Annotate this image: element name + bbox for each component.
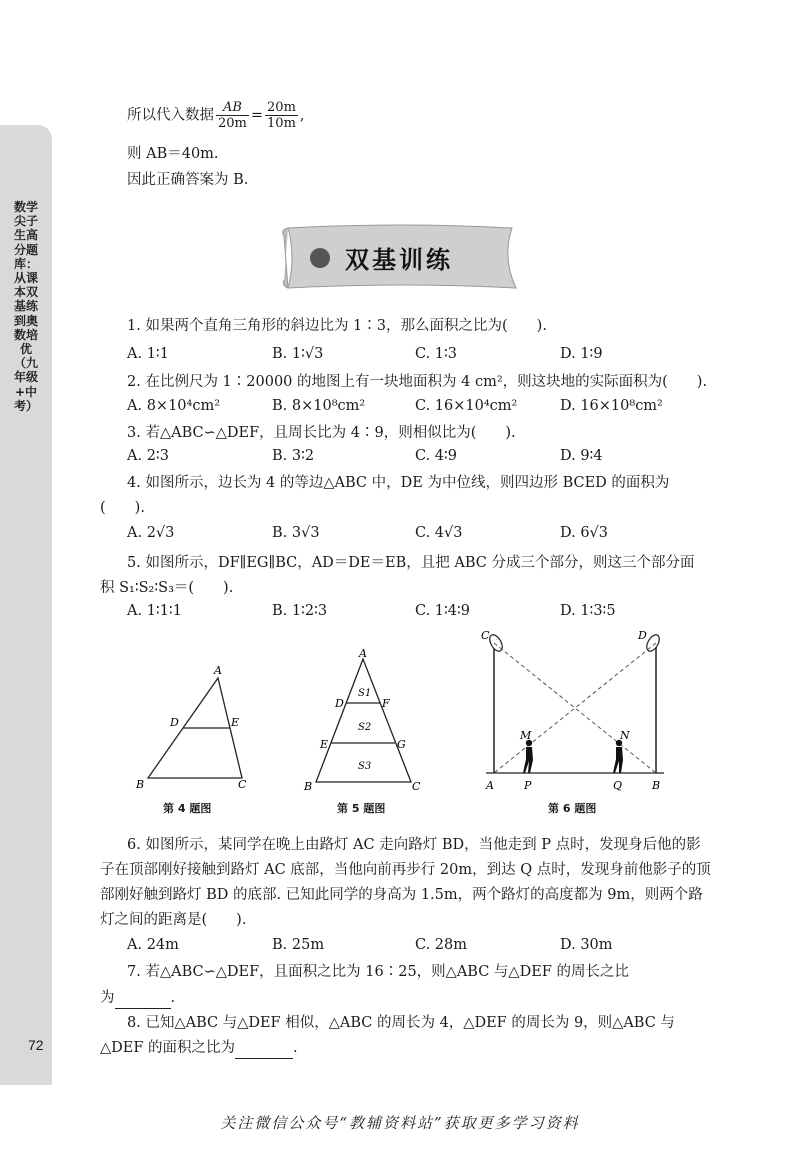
- question-8-line-2: △DEF 的面积之比为 .: [100, 1038, 298, 1059]
- person-m-icon: [523, 740, 533, 773]
- q1-option-a: A. 1∶1: [127, 346, 169, 362]
- q2-option-d: D. 16×10⁸cm²: [560, 398, 663, 414]
- label-d: D: [170, 716, 179, 729]
- figure-4-caption: 第 4 题图: [163, 802, 212, 815]
- label-s3: S3: [358, 761, 372, 772]
- footer-watermark: 关注微信公众号“教辅资料站”获取更多学习资料: [220, 1114, 580, 1132]
- question-5-stem: 5. 如图所示，DF∥EG∥BC，AD＝DE＝EB，且把 ABC 分成三个部分，则这三个部分面: [127, 555, 695, 571]
- q4-option-a: A. 2√3: [127, 525, 175, 541]
- q4-option-b: B. 3√3: [272, 525, 320, 541]
- fraction-ab-20m: $\frac{AB}{20m}$: [218, 100, 247, 131]
- label-d: D: [638, 629, 647, 642]
- question-8-line-1: 8. 已知△ABC 与△DEF 相似，△ABC 的周长为 4，△DEF 的周长为 9，则△ABC 与: [127, 1015, 675, 1031]
- label-b: B: [304, 780, 313, 793]
- banner-bullet-icon: [310, 248, 330, 268]
- label-c: C: [238, 778, 247, 790]
- answer-blank-7[interactable]: [115, 988, 171, 1009]
- q2-option-c: C. 16×10⁴cm²: [415, 398, 518, 414]
- label-q: Q: [613, 779, 623, 792]
- question-3-stem: 3. 若△ABC∽△DEF，且周长比为 4∶9，则相似比为( ).: [127, 425, 516, 441]
- label-s2: S2: [358, 722, 372, 733]
- question-4-stem: 4. 如图所示，边长为 4 的等边△ABC 中，DE 为中位线，则四边形 BCED 的面积为: [127, 475, 670, 491]
- q5-option-d: D. 1∶3∶5: [560, 603, 616, 619]
- label-m: M: [520, 729, 532, 742]
- page-number: 72: [28, 1037, 44, 1053]
- label-e: E: [320, 738, 329, 751]
- label-a: A: [214, 664, 222, 677]
- label-c: C: [412, 780, 421, 793]
- label-a: A: [486, 779, 494, 792]
- question-7-line-2: 为 .: [100, 988, 175, 1009]
- question-6-line-2: 子在顶部刚好接触到路灯 AC 底部，当他向前再步行 20m，到达 Q 点时，发现身前他影子的顶: [100, 862, 711, 878]
- q6-option-b: B. 25m: [272, 937, 325, 953]
- q5-option-b: B. 1∶2∶3: [272, 603, 328, 619]
- q6-option-a: A. 24m: [127, 937, 179, 953]
- section-title: 双基训练: [345, 246, 453, 274]
- label-b: B: [136, 778, 145, 790]
- label-e: E: [231, 716, 240, 729]
- q6-option-d: D. 30m: [560, 937, 613, 953]
- figure-5: [300, 645, 430, 795]
- q1-option-b: B. 1∶√3: [272, 346, 324, 362]
- question-4-stem-cont: ( ).: [100, 500, 145, 516]
- q3-option-d: D. 9∶4: [560, 448, 603, 464]
- book-title-vertical: 数学尖子生高分题库：从课本双基练到奥数培优（九年级+中考）: [14, 200, 39, 413]
- label-d: D: [335, 697, 344, 710]
- question-6-line-4: 灯之间的距离是( ).: [100, 912, 247, 928]
- q1-option-c: C. 1∶3: [415, 346, 458, 362]
- label-n: N: [620, 729, 630, 742]
- q4-option-c: C. 4√3: [415, 525, 463, 541]
- person-n-icon: [613, 740, 623, 773]
- question-5-stem-cont: 积 S₁∶S₂∶S₃＝( ).: [100, 580, 234, 596]
- figure-5-caption: 第 5 题图: [337, 802, 386, 815]
- question-6-line-1: 6. 如图所示，某同学在晚上由路灯 AC 走向路灯 BD，当他走到 P 点时，发现身后他的影: [127, 837, 701, 853]
- q2-option-b: B. 8×10⁸cm²: [272, 398, 366, 414]
- label-b: B: [652, 779, 661, 792]
- label-g: G: [397, 738, 406, 751]
- label-a: A: [359, 647, 367, 660]
- figure-6: [478, 625, 668, 795]
- q3-option-c: C. 4∶9: [415, 448, 458, 464]
- q3-option-b: B. 3∶2: [272, 448, 315, 464]
- label-p: P: [524, 779, 532, 792]
- fraction-20m-10m: $\frac{20m}{10m}$: [267, 100, 296, 131]
- label-f: F: [382, 697, 390, 710]
- figure-6-caption: 第 6 题图: [548, 802, 597, 815]
- question-6-line-3: 部刚好触到路灯 BD 的底部. 已知此同学的身高为 1.5m，两个路灯的高度都为 9m，则两个路: [100, 887, 703, 903]
- answer-blank-8[interactable]: [235, 1038, 293, 1059]
- q3-option-a: A. 2∶3: [127, 448, 169, 464]
- q6-option-c: C. 28m: [415, 937, 467, 953]
- intro-line-2: 则 AB＝40m.: [127, 146, 219, 162]
- question-1-stem: 1. 如果两个直角三角形的斜边比为 1∶3，那么面积之比为( ).: [127, 318, 547, 334]
- intro-line-3: 因此正确答案为 B.: [127, 172, 249, 188]
- question-7-line-1: 7. 若△ABC∽△DEF，且面积之比为 16∶25，则△ABC 与△DEF 的周长之比: [127, 964, 629, 980]
- q2-option-a: A. 8×10⁴cm²: [127, 398, 221, 414]
- q4-option-d: D. 6√3: [560, 525, 609, 541]
- q5-option-a: A. 1∶1∶1: [127, 603, 182, 619]
- intro-line-1: 所以代入数据 $\frac{AB}{20m}$ = $\frac{20m}{10m}$ ,: [127, 100, 305, 131]
- q1-option-d: D. 1∶9: [560, 346, 603, 362]
- q5-option-c: C. 1∶4∶9: [415, 603, 471, 619]
- label-s1: S1: [358, 688, 372, 699]
- label-c: C: [481, 629, 490, 642]
- figure-4: [130, 660, 260, 790]
- question-2-stem: 2. 在比例尺为 1∶20000 的地图上有一块地面积为 4 cm²，则这块地的实际面积为( ).: [127, 374, 708, 390]
